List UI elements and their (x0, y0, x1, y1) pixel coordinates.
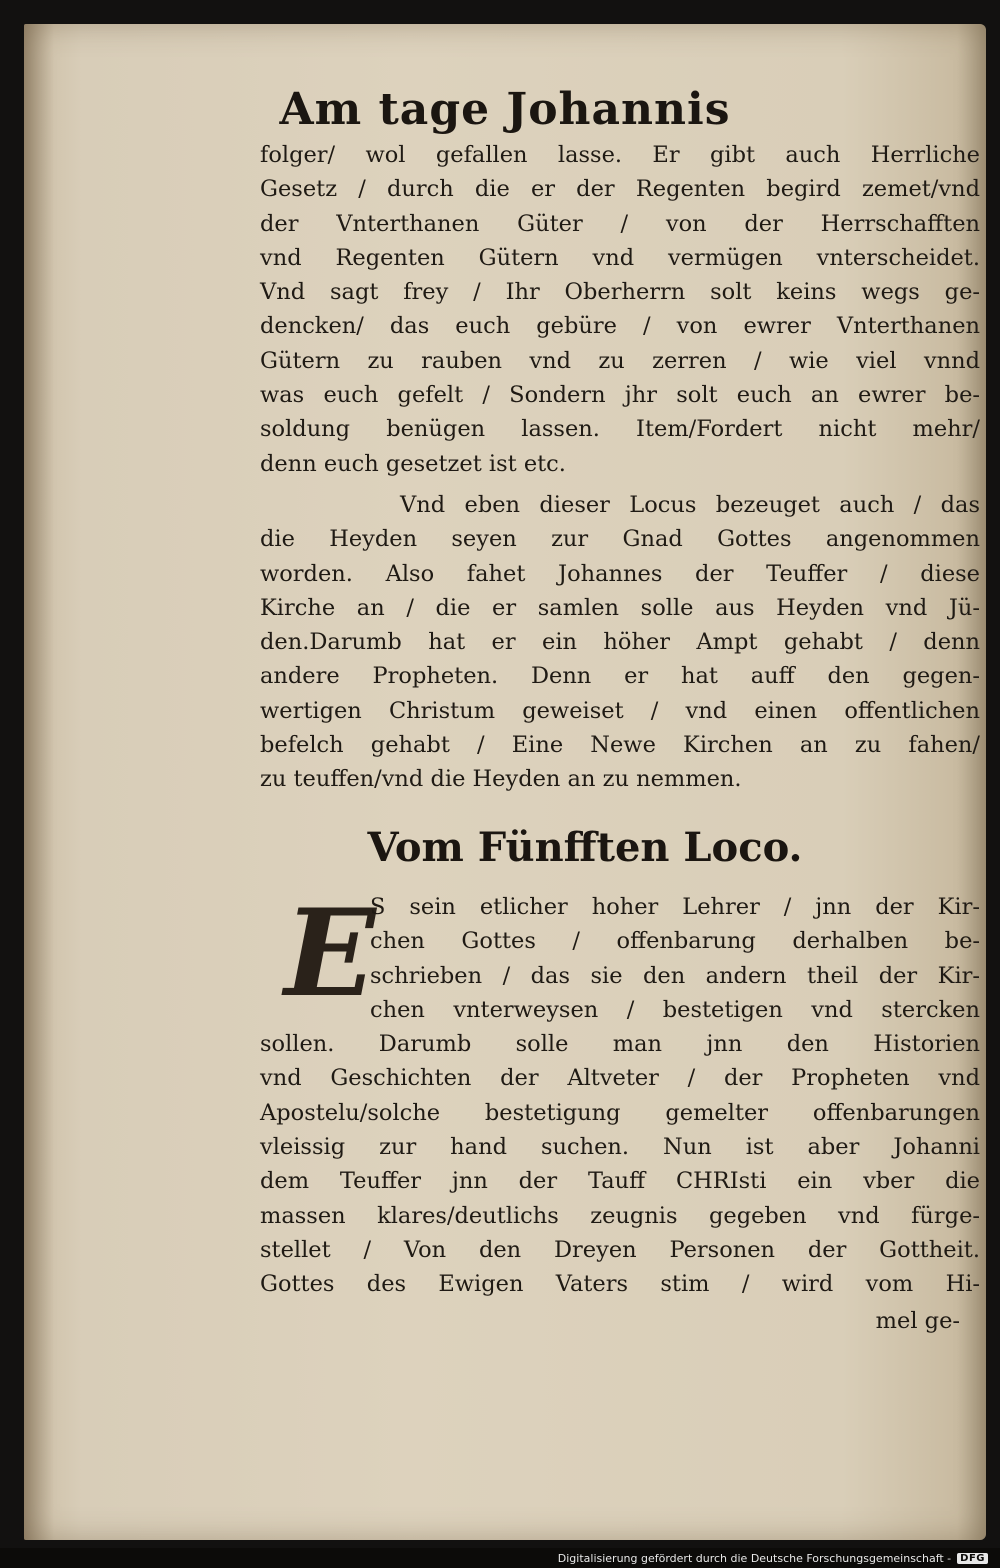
section-heading: Vom Fünfften Loco. (367, 824, 803, 871)
footer-credit: Digitalisierung gefördert durch die Deutsche Forschungsgemeinschaft - (557, 1551, 952, 1565)
text-line: denn euch gesetzet ist etc. (260, 450, 566, 477)
text-line: Gesetz / durch die er der Regenten begird zemet/vnd (260, 176, 980, 203)
text-line: Vnd eben dieser Locus bezeuget auch / das (400, 492, 980, 518)
text-line: massen klares/deutlichs zeugnis gegeben vnd fürge- (260, 1202, 980, 1229)
text-line: chen Gottes / offenbarung derhalben be- (370, 928, 980, 955)
text-line: stellet / Von den Dreyen Personen der Gottheit. (260, 1236, 980, 1263)
text-line: dem Teuffer jnn der Tauff CHRIsti ein vber die (260, 1168, 980, 1195)
text-line: Gottes des Ewigen Vaters stim / wird vom Hi- (260, 1271, 980, 1298)
text-line: Gütern zu rauben vnd zu zerren / wie viel vnnd (260, 347, 980, 374)
running-head: Am tage Johannis (279, 84, 731, 135)
text-line: Apostelu/solche bestetigung gemelter offenbarungen (260, 1099, 980, 1126)
digitization-footer (0, 1548, 1000, 1568)
text-line: den.Darumb hat er ein höher Ampt gehabt / denn (260, 629, 980, 656)
drop-cap-initial: E (284, 883, 376, 1024)
text-line: andere Propheten. Denn er hat auff den gegen- (260, 663, 980, 690)
text-line: wertigen Christum geweiset / vnd einen offentlichen (260, 697, 980, 724)
text-line: was euch gefelt / Sondern jhr solt euch an ewrer be- (260, 382, 980, 409)
paragraph-2 (260, 488, 980, 797)
text-line: worden. Also fahet Johannes der Teuffer / diese (260, 560, 980, 587)
text-line: soldung benügen lassen. Item/Fordert nicht mehr/ (260, 416, 980, 443)
text-line: die Heyden seyen zur Gnad Gottes angenommen (260, 526, 980, 553)
text-line: vnd Geschichten der Altveter / der Propheten vnd (260, 1065, 980, 1092)
text-line: folger/ wol gefallen lasse. Er gibt auch Herrliche (260, 142, 980, 168)
text-line: schrieben / das sie den andern theil der Kir- (370, 962, 980, 989)
text-line: vnd Regenten Gütern vnd vermügen vnterscheidet. (260, 244, 980, 271)
dfg-logo: DFG (957, 1553, 988, 1564)
paragraph-1 (260, 138, 980, 481)
text-line: Kirche an / die er samlen solle aus Heyden vnd Jü- (260, 594, 980, 621)
text-line: dencken/ das euch gebüre / von ewrer Vnterthanen (260, 313, 980, 340)
text-line: befelch gehabt / Eine Newe Kirchen an zu fahen/ (260, 732, 980, 759)
text-line: der Vnterthanen Güter / von der Herrschafften (260, 210, 980, 237)
text-line: S sein etlicher hoher Lehrer / jnn der Kir- (370, 894, 980, 920)
book-page (24, 24, 986, 1540)
text-line: vleissig zur hand suchen. Nun ist aber Johanni (260, 1134, 980, 1161)
text-line: chen vnterweysen / bestetigen vnd stercken (370, 996, 980, 1023)
catchword: mel ge- (875, 1308, 960, 1334)
text-line: sollen. Darumb solle man jnn den Historien (260, 1031, 980, 1058)
text-line: zu teuffen/vnd die Heyden an zu nemmen. (260, 766, 742, 793)
paragraph-3 (260, 883, 980, 1302)
text-line: Vnd sagt frey / Ihr Oberherrn solt keins wegs ge- (260, 279, 980, 306)
